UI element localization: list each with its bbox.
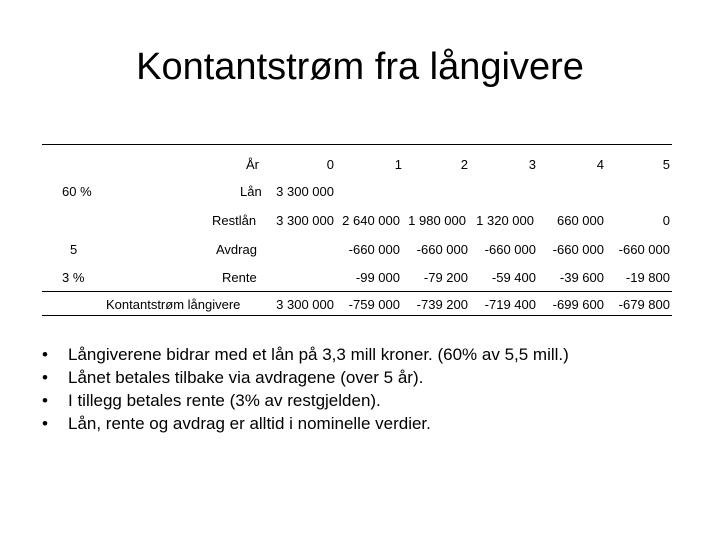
- param-loan-share: 60 %: [62, 184, 92, 199]
- bullet-item: [42, 366, 569, 389]
- table-top-rule: [42, 144, 672, 145]
- year-header-3: 3: [528, 157, 536, 172]
- cell-kontantstrom-1: -759 000: [348, 297, 400, 312]
- year-header-2: 2: [460, 157, 468, 172]
- cell-restlan-1: 2 640 000: [342, 213, 400, 228]
- cell-avdrag-1: -660 000: [348, 242, 400, 257]
- cell-restlan-3: 1 320 000: [476, 213, 534, 228]
- cell-rente-3: -59 400: [491, 270, 536, 285]
- bullet-dot: •: [42, 345, 48, 364]
- bullet-item: [42, 389, 569, 412]
- cell-avdrag-2: -660 000: [416, 242, 468, 257]
- cell-kontantstrom-3: -719 400: [484, 297, 536, 312]
- bullet-text: Lån, rente og avdrag er alltid i nominelle verdier.: [68, 414, 431, 433]
- bullet-dot: •: [42, 414, 48, 433]
- cell-avdrag-5: -660 000: [618, 242, 670, 257]
- bullet-text: Lånet betales tilbake via avdragene (over 5 år).: [68, 368, 424, 387]
- bullet-dot: •: [42, 391, 48, 410]
- cell-rente-2: -79 200: [423, 270, 468, 285]
- param-interest: 3 %: [62, 270, 85, 285]
- year-header-label: År: [246, 157, 259, 172]
- cell-restlan-2: 1 980 000: [408, 213, 466, 228]
- bullet-dot: •: [42, 368, 48, 387]
- row-label-lan: Lån: [240, 184, 262, 199]
- page-title: Kontantstrøm fra långivere: [136, 46, 584, 88]
- bullet-item: [42, 343, 569, 366]
- year-header-4: 4: [596, 157, 604, 172]
- row-label-avdrag: Avdrag: [216, 242, 257, 257]
- cell-lan-0: 3 300 000: [276, 184, 334, 199]
- row-label-rente: Rente: [222, 270, 257, 285]
- cell-rente-5: -19 800: [625, 270, 670, 285]
- year-header-1: 1: [394, 157, 402, 172]
- cell-kontantstrom-2: -739 200: [416, 297, 468, 312]
- cell-avdrag-4: -660 000: [552, 242, 604, 257]
- year-header-0: 0: [326, 157, 334, 172]
- cell-kontantstrom-5: -679 800: [618, 297, 670, 312]
- bullet-list: [42, 343, 569, 435]
- cell-restlan-4: 660 000: [557, 213, 604, 228]
- cell-rente-1: -99 000: [355, 270, 400, 285]
- table-bottom-rule: [42, 315, 672, 316]
- bullet-text: Långiverene bidrar med et lån på 3,3 mill kroner. (60% av 5,5 mill.): [68, 345, 569, 364]
- cell-kontantstrom-0: 3 300 000: [276, 297, 334, 312]
- cell-avdrag-3: -660 000: [484, 242, 536, 257]
- cell-restlan-0: 3 300 000: [276, 213, 334, 228]
- row-label-kontantstrom: Kontantstrøm långivere: [106, 297, 241, 312]
- table-mid-rule: [42, 291, 672, 292]
- cell-restlan-5: 0: [662, 213, 670, 228]
- bullet-item: [42, 412, 569, 435]
- year-header-5: 5: [662, 157, 670, 172]
- bullet-text: I tillegg betales rente (3% av restgjelden).: [68, 391, 381, 410]
- cell-kontantstrom-4: -699 600: [552, 297, 604, 312]
- row-label-restlan: Restlån: [212, 213, 257, 228]
- param-years: 5: [70, 242, 78, 257]
- cell-rente-4: -39 600: [559, 270, 604, 285]
